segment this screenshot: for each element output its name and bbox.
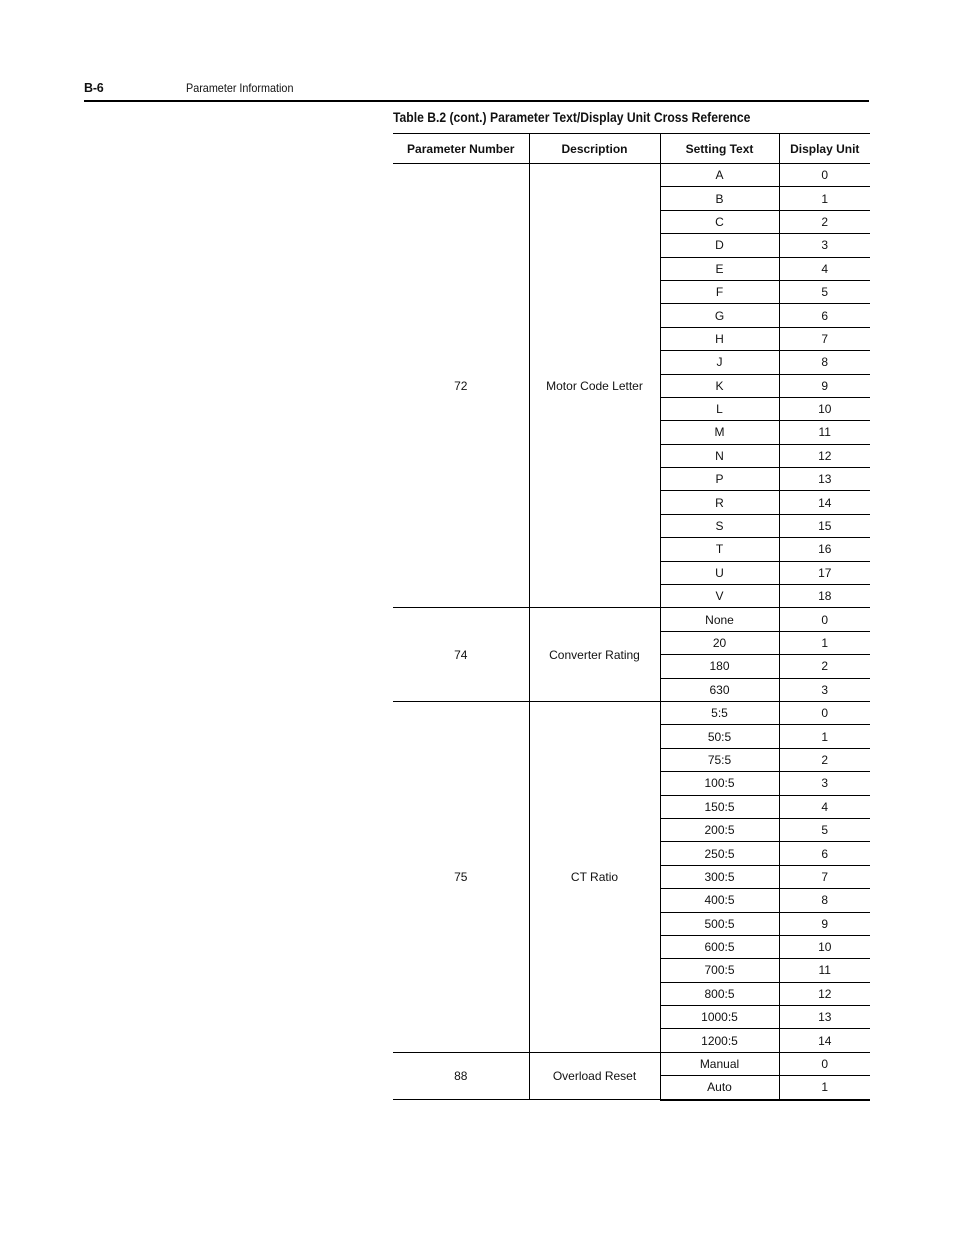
display-unit-cell: 1	[779, 1076, 870, 1100]
description-cell: Motor Code Letter	[529, 164, 660, 608]
setting-text-cell: K	[660, 374, 779, 397]
section-title: Parameter Information	[186, 81, 294, 95]
parameter-number-cell: 74	[393, 608, 529, 702]
setting-text-cell: 600:5	[660, 935, 779, 958]
display-unit-cell: 0	[779, 1052, 870, 1075]
setting-text-cell: 100:5	[660, 772, 779, 795]
display-unit-cell: 14	[779, 1029, 870, 1052]
parameter-number-cell: 72	[393, 164, 529, 608]
display-unit-cell: 9	[779, 912, 870, 935]
table-header-row	[393, 134, 870, 164]
setting-text-cell: E	[660, 257, 779, 280]
column-header-setting-text: Setting Text	[660, 134, 779, 164]
display-unit-cell: 7	[779, 865, 870, 888]
setting-text-cell: M	[660, 421, 779, 444]
setting-text-cell: 700:5	[660, 959, 779, 982]
page-number: B-6	[84, 81, 104, 95]
display-unit-cell: 18	[779, 585, 870, 608]
display-unit-cell: 4	[779, 795, 870, 818]
display-unit-cell: 8	[779, 889, 870, 912]
setting-text-cell: R	[660, 491, 779, 514]
display-unit-cell: 10	[779, 935, 870, 958]
setting-text-cell: 150:5	[660, 795, 779, 818]
display-unit-cell: 10	[779, 397, 870, 420]
setting-text-cell: B	[660, 187, 779, 210]
display-unit-cell: 3	[779, 772, 870, 795]
display-unit-cell: 3	[779, 234, 870, 257]
display-unit-cell: 7	[779, 327, 870, 350]
setting-text-cell: U	[660, 561, 779, 584]
display-unit-cell: 3	[779, 678, 870, 701]
display-unit-cell: 17	[779, 561, 870, 584]
setting-text-cell: 5:5	[660, 701, 779, 724]
setting-text-cell: Manual	[660, 1052, 779, 1075]
display-unit-cell: 2	[779, 748, 870, 771]
setting-text-cell: 630	[660, 678, 779, 701]
setting-text-cell: 500:5	[660, 912, 779, 935]
display-unit-cell: 4	[779, 257, 870, 280]
table-title: Table B.2 (cont.) Parameter Text/Display Unit Cross Reference	[393, 110, 751, 125]
display-unit-cell: 13	[779, 1006, 870, 1029]
setting-text-cell: 200:5	[660, 818, 779, 841]
display-unit-cell: 2	[779, 210, 870, 233]
display-unit-cell: 1	[779, 725, 870, 748]
display-unit-cell: 14	[779, 491, 870, 514]
display-unit-cell: 6	[779, 304, 870, 327]
display-unit-cell: 0	[779, 608, 870, 631]
display-unit-cell: 1	[779, 187, 870, 210]
setting-text-cell: A	[660, 164, 779, 187]
display-unit-cell: 11	[779, 421, 870, 444]
setting-text-cell: Auto	[660, 1076, 779, 1100]
setting-text-cell: C	[660, 210, 779, 233]
setting-text-cell: 1200:5	[660, 1029, 779, 1052]
setting-text-cell: 300:5	[660, 865, 779, 888]
table-row	[393, 608, 870, 631]
display-unit-cell: 13	[779, 468, 870, 491]
page-header	[84, 80, 869, 102]
parameter-number-cell: 75	[393, 701, 529, 1052]
cross-reference-table	[393, 133, 870, 1101]
setting-text-cell: 1000:5	[660, 1006, 779, 1029]
setting-text-cell: 75:5	[660, 748, 779, 771]
setting-text-cell: D	[660, 234, 779, 257]
setting-text-cell: L	[660, 397, 779, 420]
display-unit-cell: 11	[779, 959, 870, 982]
setting-text-cell: N	[660, 444, 779, 467]
display-unit-cell: 1	[779, 631, 870, 654]
display-unit-cell: 16	[779, 538, 870, 561]
setting-text-cell: H	[660, 327, 779, 350]
setting-text-cell: S	[660, 514, 779, 537]
setting-text-cell: T	[660, 538, 779, 561]
description-cell: CT Ratio	[529, 701, 660, 1052]
setting-text-cell: F	[660, 280, 779, 303]
setting-text-cell: 800:5	[660, 982, 779, 1005]
table-body	[393, 164, 870, 1100]
setting-text-cell: 250:5	[660, 842, 779, 865]
display-unit-cell: 2	[779, 655, 870, 678]
column-header-parameter-number: Parameter Number	[393, 134, 529, 164]
display-unit-cell: 12	[779, 444, 870, 467]
column-header-display-unit: Display Unit	[779, 134, 870, 164]
setting-text-cell: 20	[660, 631, 779, 654]
display-unit-cell: 5	[779, 280, 870, 303]
setting-text-cell: V	[660, 585, 779, 608]
setting-text-cell: 180	[660, 655, 779, 678]
description-cell: Overload Reset	[529, 1052, 660, 1099]
setting-text-cell: P	[660, 468, 779, 491]
display-unit-cell: 5	[779, 818, 870, 841]
setting-text-cell: None	[660, 608, 779, 631]
display-unit-cell: 0	[779, 164, 870, 187]
display-unit-cell: 0	[779, 701, 870, 724]
display-unit-cell: 6	[779, 842, 870, 865]
description-cell: Converter Rating	[529, 608, 660, 702]
column-header-description: Description	[529, 134, 660, 164]
table-row	[393, 1052, 870, 1075]
setting-text-cell: 50:5	[660, 725, 779, 748]
display-unit-cell: 12	[779, 982, 870, 1005]
setting-text-cell: J	[660, 351, 779, 374]
setting-text-cell: 400:5	[660, 889, 779, 912]
display-unit-cell: 8	[779, 351, 870, 374]
display-unit-cell: 9	[779, 374, 870, 397]
table-row	[393, 701, 870, 724]
setting-text-cell: G	[660, 304, 779, 327]
parameter-number-cell: 88	[393, 1052, 529, 1099]
table-row	[393, 164, 870, 187]
display-unit-cell: 15	[779, 514, 870, 537]
